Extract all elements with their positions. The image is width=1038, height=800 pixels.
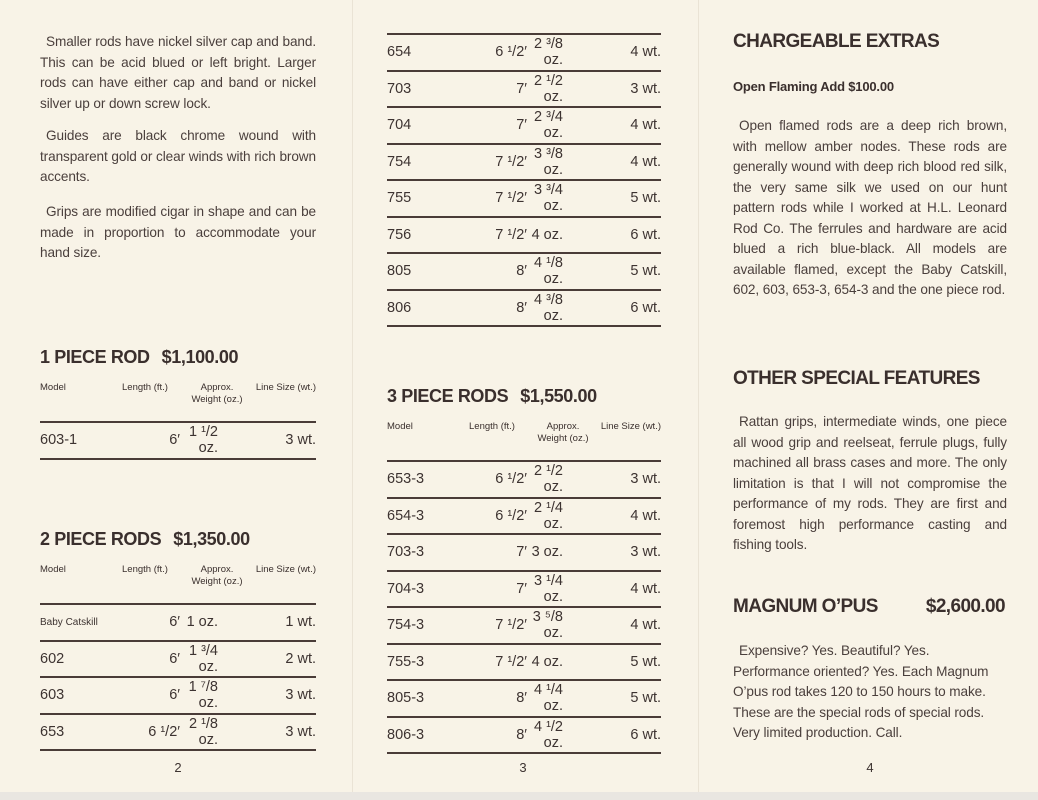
table-row: 754-3 7 ¹/2′ 3 ⁵/8 oz. 4 wt. — [387, 608, 661, 645]
table-row: 704 7′ 2 ³/4 oz. 4 wt. — [387, 108, 661, 145]
table-row: 653 6 ¹/2′ 2 ¹/8 oz. 3 wt. — [40, 715, 316, 752]
table-header: Model Length (ft.) Approx. Weight (oz.) Line Size (wt.) — [40, 382, 316, 423]
section-title: 2 PIECE RODS $1,350.00 — [40, 529, 250, 549]
chargeable-extras-title: CHARGEABLE EXTRAS — [733, 31, 940, 52]
intro-paragraph: Smaller rods have nickel silver cap and band. This can be acid blued or left bright. Larger rods can have either cap and band or nickel silver up or down screw lock. — [40, 34, 316, 111]
table-row: 654 6 ¹/2′ 2 ³/8 oz. 4 wt. — [387, 35, 661, 72]
section-price: $1,100.00 — [161, 347, 239, 367]
open-flaming-subhead: Open Flaming Add $100.00 — [733, 79, 894, 94]
page-number: 4 — [866, 760, 874, 775]
two-piece-continued-table — [387, 33, 661, 327]
two-piece-section — [40, 529, 316, 751]
section-price: $1,550.00 — [520, 386, 597, 406]
magnum-opus-title: MAGNUM O’PUS $2,600.00 — [733, 596, 1005, 617]
page-2 — [40, 0, 316, 792]
scan-edge — [0, 792, 1038, 800]
table-row: Baby Catskill 6′ 1 oz. 1 wt. — [40, 605, 316, 642]
page-3 — [387, 0, 661, 792]
section-title: 1 PIECE ROD $1,100.00 — [40, 347, 239, 367]
table-row: 806 8′ 4 ³/8 oz. 6 wt. — [387, 291, 661, 328]
table-header: Model Length (ft.) Approx. Weight (oz.) Line Size (wt.) — [40, 564, 316, 605]
fold-line — [698, 0, 699, 792]
table-row: 654-3 6 ¹/2′ 2 ¹/4 oz. 4 wt. — [387, 499, 661, 536]
table-row: 754 7 ¹/2′ 3 ³/8 oz. 4 wt. — [387, 145, 661, 182]
page-number: 3 — [519, 760, 527, 775]
table-row: 756 7 ¹/2′ 4 oz. 6 wt. — [387, 218, 661, 255]
table-row: 755-3 7 ¹/2′ 4 oz. 5 wt. — [387, 645, 661, 682]
table-row: 755 7 ¹/2′ 3 ³/4 oz. 5 wt. — [387, 181, 661, 218]
section-price: $1,350.00 — [173, 529, 250, 549]
other-features-body: Rattan grips, intermediate winds, one piece all wood grip and reelseat, ferrule plugs, fully machined all brass cases and more. The only limitation is that I will not compromise the performance of my rods. They are first and foremost high performance casting and fishing tools. — [733, 414, 1007, 552]
intro-paragraph: Guides are black chrome wound with transparent gold or clear winds with rich brown accents. — [40, 128, 316, 184]
table-row: 704-3 7′ 3 ¹/4 oz. 4 wt. — [387, 572, 661, 609]
other-features-title: OTHER SPECIAL FEATURES — [733, 368, 980, 389]
table-row: 703-3 7′ 3 oz. 3 wt. — [387, 535, 661, 572]
one-piece-section — [40, 347, 316, 460]
table-row: 805-3 8′ 4 ¹/4 oz. 5 wt. — [387, 681, 661, 718]
table-row: 602 6′ 1 ³/4 oz. 2 wt. — [40, 642, 316, 679]
table-row: 805 8′ 4 ¹/8 oz. 5 wt. — [387, 254, 661, 291]
table-row: 603-1 6′ 1 ¹/2 oz. 3 wt. — [40, 423, 316, 460]
table-row: 603 6′ 1 ⁷/8 oz. 3 wt. — [40, 678, 316, 715]
chargeable-extras-body: Open flamed rods are a deep rich brown, with mellow amber nodes. These rods are generally wound with deep rich blood red silk, the very same silk we used on our hunt pattern rods while I worked at H.L. Leonard Rod Co. The ferrules and hardware are acid blued a rich blue-black. All models are available flamed, except the Baby Catskill, 602, 603, 653-3, 654-3 and the one piece rod. — [733, 118, 1007, 297]
table-row: 653-3 6 ¹/2′ 2 ¹/2 oz. 3 wt. — [387, 462, 661, 499]
fold-line — [352, 0, 353, 792]
magnum-opus-price: $2,600.00 — [925, 596, 1005, 617]
page-number: 2 — [174, 760, 182, 775]
magnum-opus-body: Expensive? Yes. Beautiful? Yes. Performance oriented? Yes. Each Magnum O’pus rod takes 120 to 150 hours to make. These are the special rods of special rods. Very limited production. Call. — [733, 643, 989, 740]
page-4 — [733, 0, 1007, 792]
table-header: Model Length (ft.) Approx. Weight (oz.) Line Size (wt.) — [387, 421, 661, 462]
three-piece-section — [387, 386, 661, 754]
section-title: 3 PIECE RODS $1,550.00 — [387, 386, 597, 406]
intro-paragraph: Grips are modified cigar in shape and can be made in proportion to accommodate your hand size. — [40, 204, 316, 260]
table-row: 806-3 8′ 4 ¹/2 oz. 6 wt. — [387, 718, 661, 755]
table-row: 703 7′ 2 ¹/2 oz. 3 wt. — [387, 72, 661, 109]
